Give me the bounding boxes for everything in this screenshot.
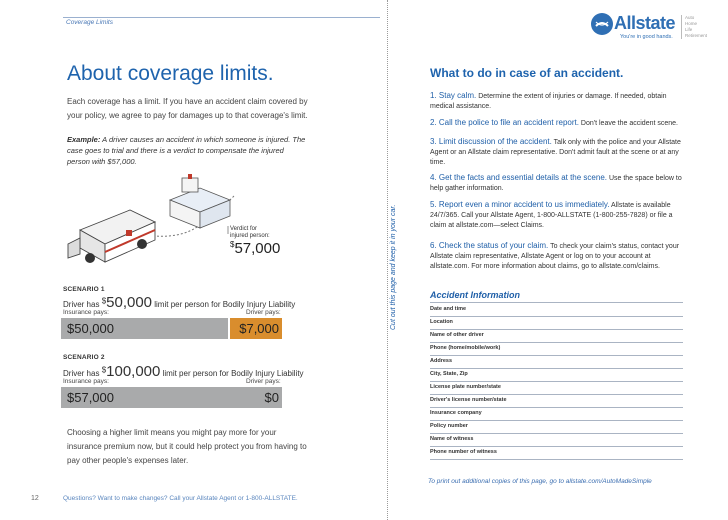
brand-tags: Auto Home Life Retirement <box>681 15 707 39</box>
intro-text: Each coverage has a limit. If you have an accident claim covered by your policy, we agree to pay for damages up to that coverage's limit. <box>67 97 308 120</box>
scenario-1-description: Driver has $50,000 limit per person for Bodily Injury Liability <box>63 294 296 311</box>
example-lead: Example: <box>67 135 101 144</box>
scenario-1-driver-label: Driver pays: <box>246 309 281 316</box>
field-insurance-company[interactable]: Insurance company <box>430 410 482 416</box>
scenario-1-label: SCENARIO 1 <box>63 286 105 293</box>
page-number: 12 <box>31 495 39 502</box>
field-license-plate[interactable]: License plate number/state <box>430 384 501 390</box>
ambulance-illustration <box>60 170 310 280</box>
scenario-1-driver-bar: $7,000 <box>230 318 282 339</box>
print-copies-note[interactable]: To print out additional copies of this page, go to allstate.com/AutoMadeSimple <box>428 478 652 485</box>
field-rule <box>430 368 683 369</box>
field-policy-number[interactable]: Policy number <box>430 423 468 429</box>
section-label: Coverage Limits <box>66 19 113 26</box>
field-phone[interactable]: Phone (home/mobile/work) <box>430 345 501 351</box>
field-rule <box>430 342 683 343</box>
verdict-amount: $57,000 <box>230 240 281 257</box>
accident-title: What to do in case of an accident. <box>430 66 624 80</box>
scenario-1-insurance-bar: $50,000 <box>61 318 228 339</box>
field-rule <box>430 381 683 382</box>
allstate-hands-logo-icon <box>590 12 614 36</box>
allstate-tagline: You're in good hands. <box>620 34 673 40</box>
cutout-instruction: Cut out this page and keep it in your car. <box>390 204 397 330</box>
step-4: 4. Get the facts and essential details at the scene. Use the space below to help gather information. <box>430 173 682 192</box>
field-date-time[interactable]: Date and time <box>430 306 467 312</box>
scenario-2-insurance-bar: $57,000 $0 <box>61 387 282 408</box>
step-5: 5. Report even a minor accident to us immediately. Allstate is available 24/7/365. Call your Allstate Agent, 1-800-ALLSTATE (1-800-255-7828) or file a claim at allstate.com—select Claims. <box>430 200 673 229</box>
ambulance-icon <box>68 210 155 263</box>
field-address[interactable]: Address <box>430 358 453 364</box>
field-rule <box>430 329 683 330</box>
scenario-1-insurance-label: Insurance pays: <box>63 309 109 316</box>
hospital-icon <box>170 174 230 228</box>
header-rule <box>63 17 380 18</box>
scenario-2-insurance-label: Insurance pays: <box>63 378 109 385</box>
field-drivers-license[interactable]: Driver's license number/state <box>430 397 507 403</box>
example-body: A driver causes an accident in which someone is injured. The case goes to trial and there is a verdict to compensate the injured person with $57,000. <box>67 135 306 166</box>
step-1: 1. Stay calm. Determine the extent of injuries or damage. If needed, obtain medical assistance. <box>430 91 667 110</box>
field-witness-name[interactable]: Name of witness <box>430 436 474 442</box>
field-other-driver[interactable]: Name of other driver <box>430 332 484 338</box>
scenario-2-description: Driver has $100,000 limit per person for Bodily Injury Liability <box>63 363 304 380</box>
step-2: 2. Call the police to file an accident report. Don't leave the accident scene. <box>430 118 678 127</box>
step-3: 3. Limit discussion of the accident. Talk only with the police and your Allstate Agent or an Allstate claim representative. Don't admit fault at the scene or at any time. <box>430 137 681 166</box>
field-rule <box>430 420 683 421</box>
step-6: 6. Check the status of your claim. To check your claim's status, contact your Allstate claim representative, Allstate Agent or log on to your account at allstate.com. For more information about claims, go to allstate.com/claims. <box>430 241 680 270</box>
scenario-2-label: SCENARIO 2 <box>63 354 105 361</box>
field-rule <box>430 446 683 447</box>
field-city-state-zip[interactable]: City, State, Zip <box>430 371 468 377</box>
example-text <box>67 134 307 167</box>
page-title: About coverage limits. <box>67 62 274 85</box>
accident-information-title: Accident Information <box>430 290 521 300</box>
field-rule <box>430 407 683 408</box>
field-rule <box>430 394 683 395</box>
field-witness-phone[interactable]: Phone number of witness <box>430 449 497 455</box>
field-rule <box>430 433 683 434</box>
field-rule <box>430 302 683 303</box>
field-rule <box>430 459 683 460</box>
field-rule <box>430 355 683 356</box>
footer-contact: Questions? Want to make changes? Call your Allstate Agent or 1-800-ALLSTATE. <box>63 495 298 502</box>
field-location[interactable]: Location <box>430 319 453 325</box>
field-rule <box>430 316 683 317</box>
closing-text: Choosing a higher limit means you might pay more for your insurance premium now, but it could help protect you from having to pay other people's expenses later. <box>67 428 307 465</box>
allstate-logo-text: Allstate <box>614 13 676 33</box>
scenario-2-driver-label: Driver pays: <box>246 378 281 385</box>
cut-line <box>387 0 388 520</box>
verdict-label: Verdict for injured person: <box>230 226 270 239</box>
